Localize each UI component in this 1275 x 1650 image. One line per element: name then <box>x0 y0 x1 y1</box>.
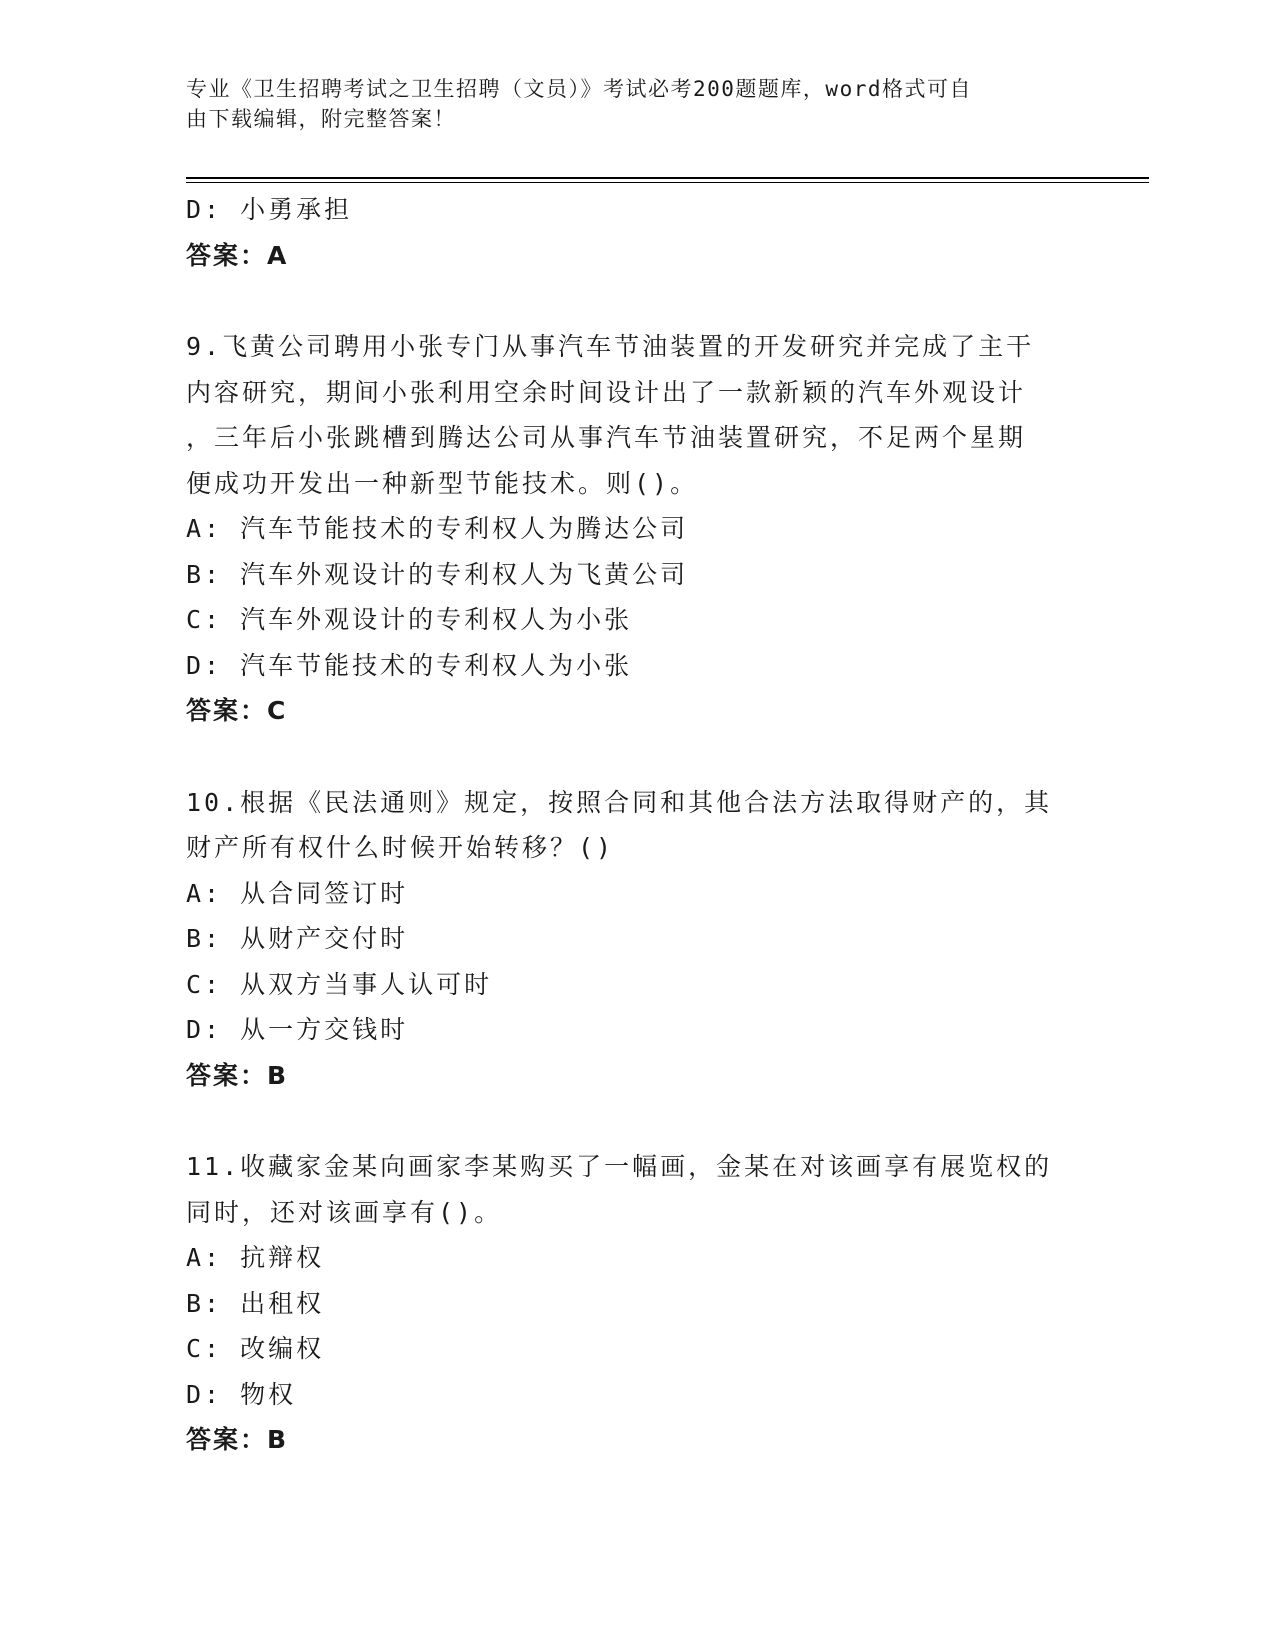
question-stem-line: 财产所有权什么时候开始转移？() <box>186 833 615 862</box>
question-stem-line: 同时，还对该画享有()。 <box>186 1197 503 1227</box>
document-header <box>186 74 1086 134</box>
option-a: A: 汽车节能技术的专利权人为腾达公司 <box>186 514 689 543</box>
header-divider-thick <box>186 177 1149 179</box>
question-9 <box>186 324 1086 734</box>
spacer <box>186 278 1086 324</box>
question-stem-line: 内容研究，期间小张利用空余时间设计出了一款新颖的汽车外观设计 <box>186 377 1027 407</box>
question-list <box>186 187 1086 1463</box>
header-divider-thin <box>186 182 1149 183</box>
option-d: D: 物权 <box>186 1379 297 1409</box>
header-line-1: 专业《卫生招聘考试之卫生招聘（文员）》考试必考200题题库，word格式可自 <box>186 77 972 101</box>
answer-line: 答案：B <box>186 1060 289 1090</box>
header-line-2: 由下载编辑，附完整答案！ <box>186 107 456 131</box>
option-b: B: 从财产交付时 <box>186 924 409 953</box>
option-a: A: 抗辩权 <box>186 1243 325 1272</box>
spacer <box>186 734 1086 780</box>
question-8-tail <box>186 187 1086 278</box>
option-d: D: 小勇承担 <box>186 195 353 224</box>
option-c: C: 汽车外观设计的专利权人为小张 <box>186 605 633 634</box>
option-d: D: 汽车节能技术的专利权人为小张 <box>186 650 633 680</box>
option-c: C: 改编权 <box>186 1334 325 1363</box>
question-10 <box>186 780 1086 1099</box>
option-b: B: 汽车外观设计的专利权人为飞黄公司 <box>186 559 689 589</box>
question-11 <box>186 1144 1086 1463</box>
option-b: B: 出租权 <box>186 1288 325 1318</box>
spacer <box>186 1098 1086 1144</box>
answer-line: 答案：B <box>186 1425 289 1454</box>
answer-line: 答案：C <box>186 696 288 725</box>
question-stem-line: 便成功开发出一种新型节能技术。则()。 <box>186 468 699 498</box>
option-a: A: 从合同签订时 <box>186 878 409 908</box>
answer-line: 答案：A <box>186 240 289 270</box>
question-stem-line: ，三年后小张跳槽到腾达公司从事汽车节油装置研究，不足两个星期 <box>186 423 1027 452</box>
option-c: C: 从双方当事人认可时 <box>186 969 493 999</box>
option-d: D: 从一方交钱时 <box>186 1015 409 1044</box>
question-stem-line: 10.根据《民法通则》规定，按照合同和其他合法方法取得财产的，其 <box>186 787 1053 817</box>
question-stem-line: 11.收藏家金某向画家李某购买了一幅画，金某在对该画享有展览权的 <box>186 1152 1053 1181</box>
question-stem-line: 9.飞黄公司聘用小张专门从事汽车节油装置的开发研究并完成了主干 <box>186 332 1035 361</box>
